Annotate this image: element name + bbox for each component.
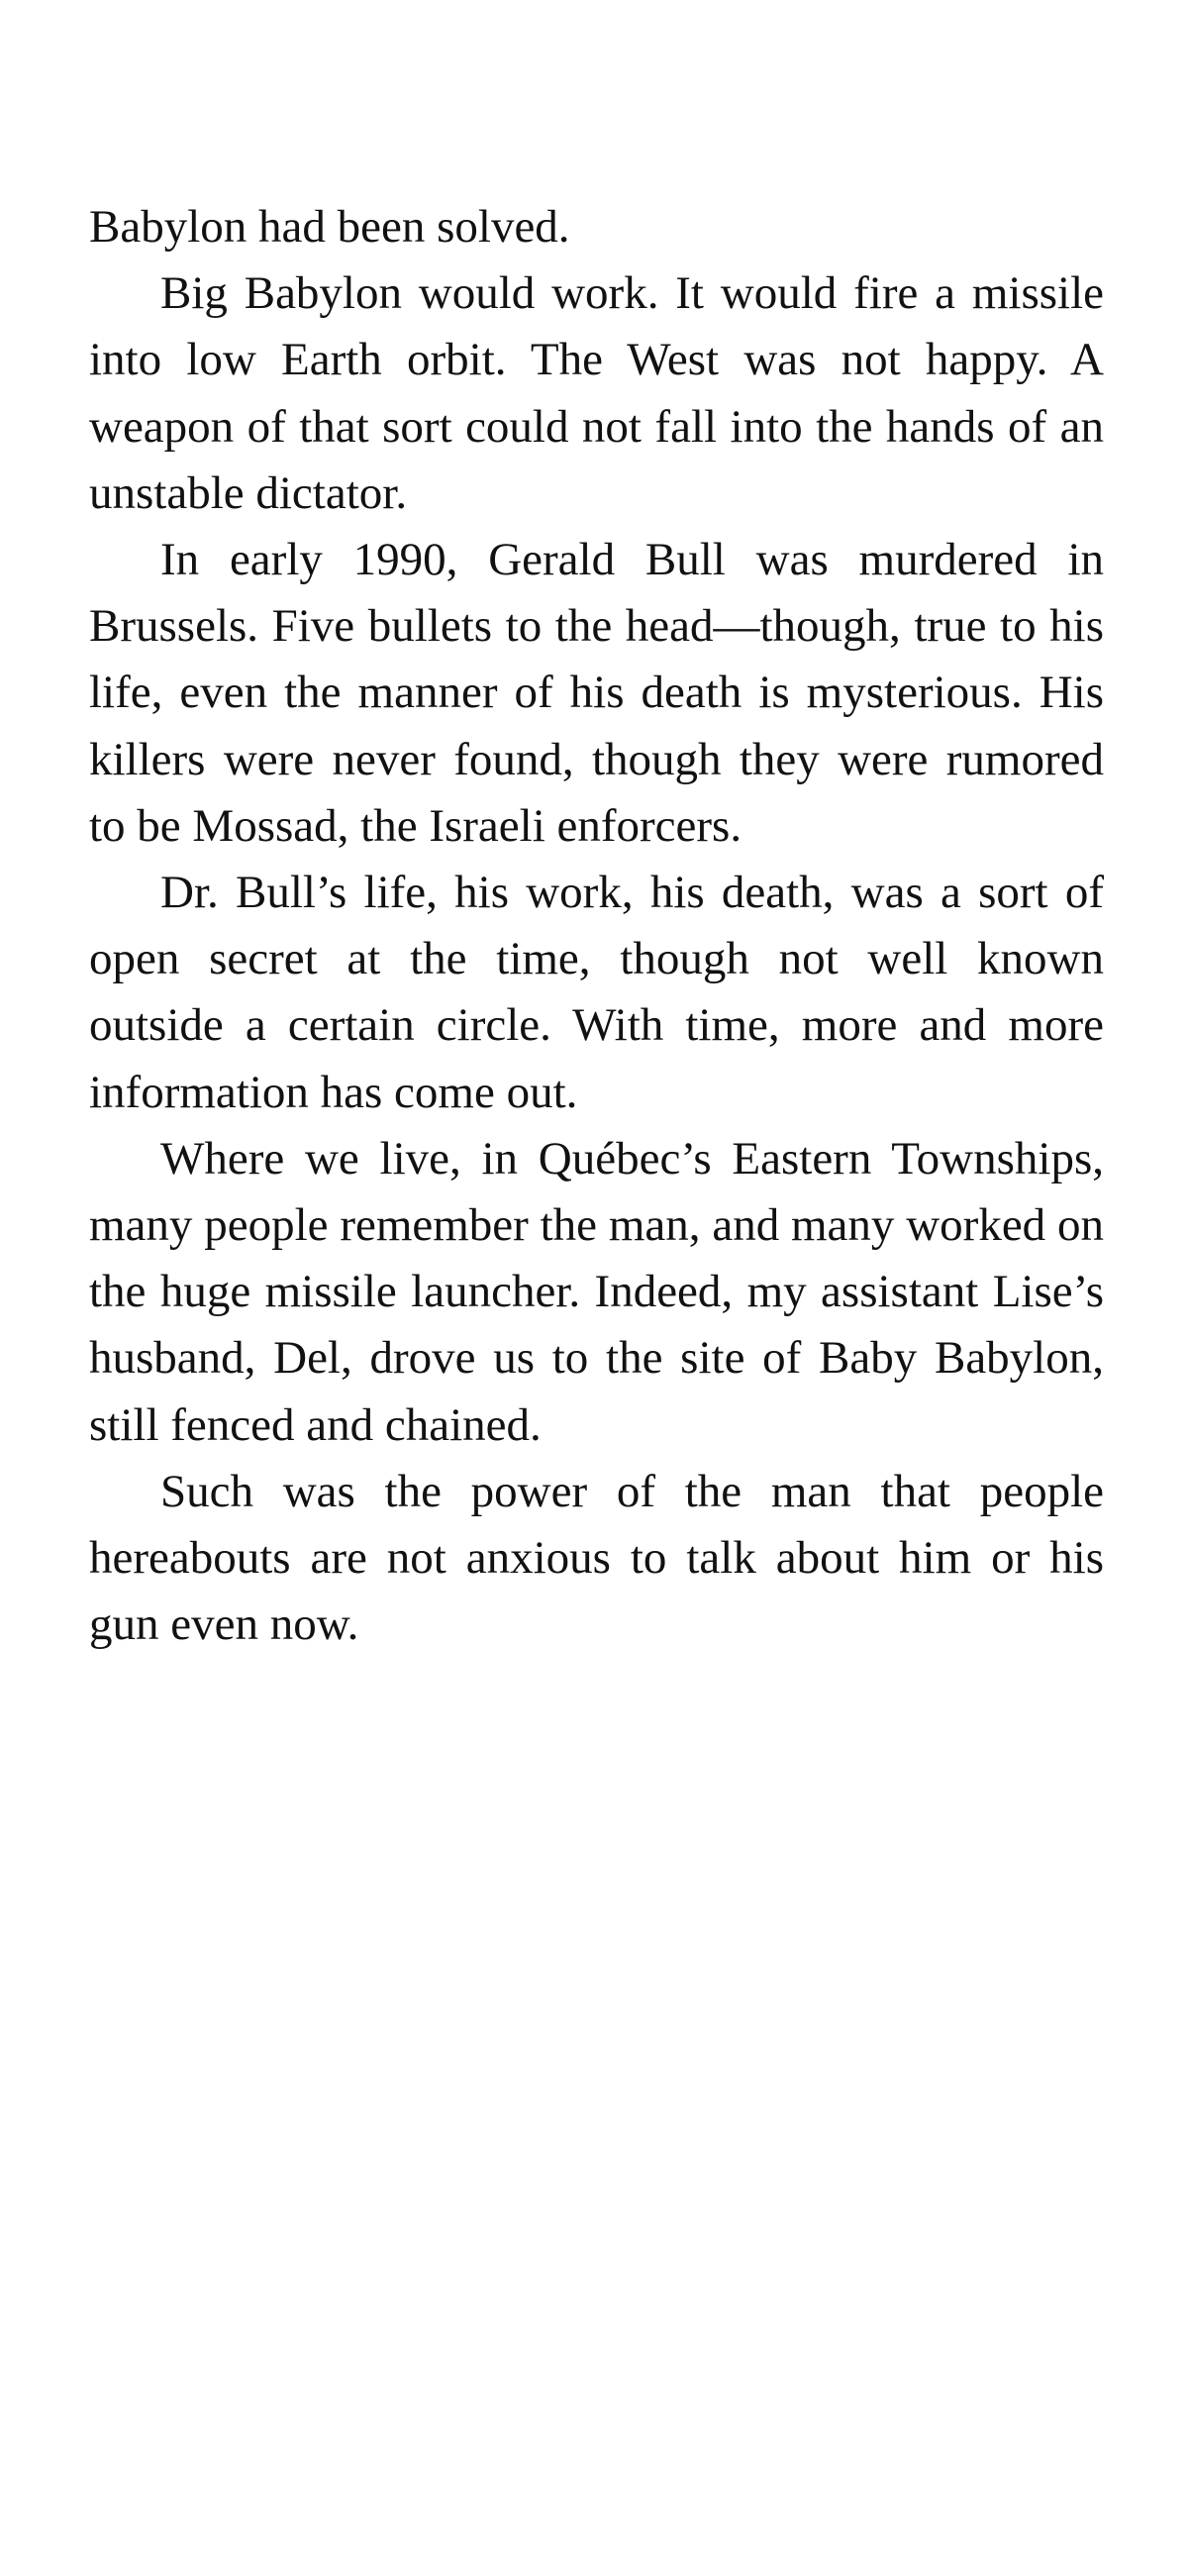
paragraph-power-of-the-man: Such was the power of the man that people hereabouts are not anxious to talk about him or his gun even now.	[89, 1465, 1104, 1651]
paragraph-open-secret: Dr. Bull’s life, his work, his death, was a sort of open secret at the time, though not well known outside a certain circle. With time, more and more information has come out.	[89, 867, 1104, 1118]
paragraph-eastern-townships: Where we live, in Québec’s Eastern Townships, many people remember the man, and many worked on the huge missile launcher. Indeed, my assistant Lise’s husband, Del, drove us to the site of Baby Babylon, still fenced and chained.	[89, 1132, 1104, 1451]
paragraph-continued: Babylon had been solved.	[89, 201, 570, 253]
reader-page	[89, 194, 1104, 1658]
paragraph-bull-murder: In early 1990, Gerald Bull was murdered in Brussels. Five bullets to the head—though, true to his life, even the manner of his death is mysterious. His killers were never found, though they were rumored to be Mossad, the Israeli enforcers.	[89, 534, 1104, 852]
paragraph-big-babylon: Big Babylon would work. It would fire a missile into low Earth orbit. The West was not happy. A weapon of that sort could not fall into the hands of an unstable dictator.	[89, 267, 1104, 519]
